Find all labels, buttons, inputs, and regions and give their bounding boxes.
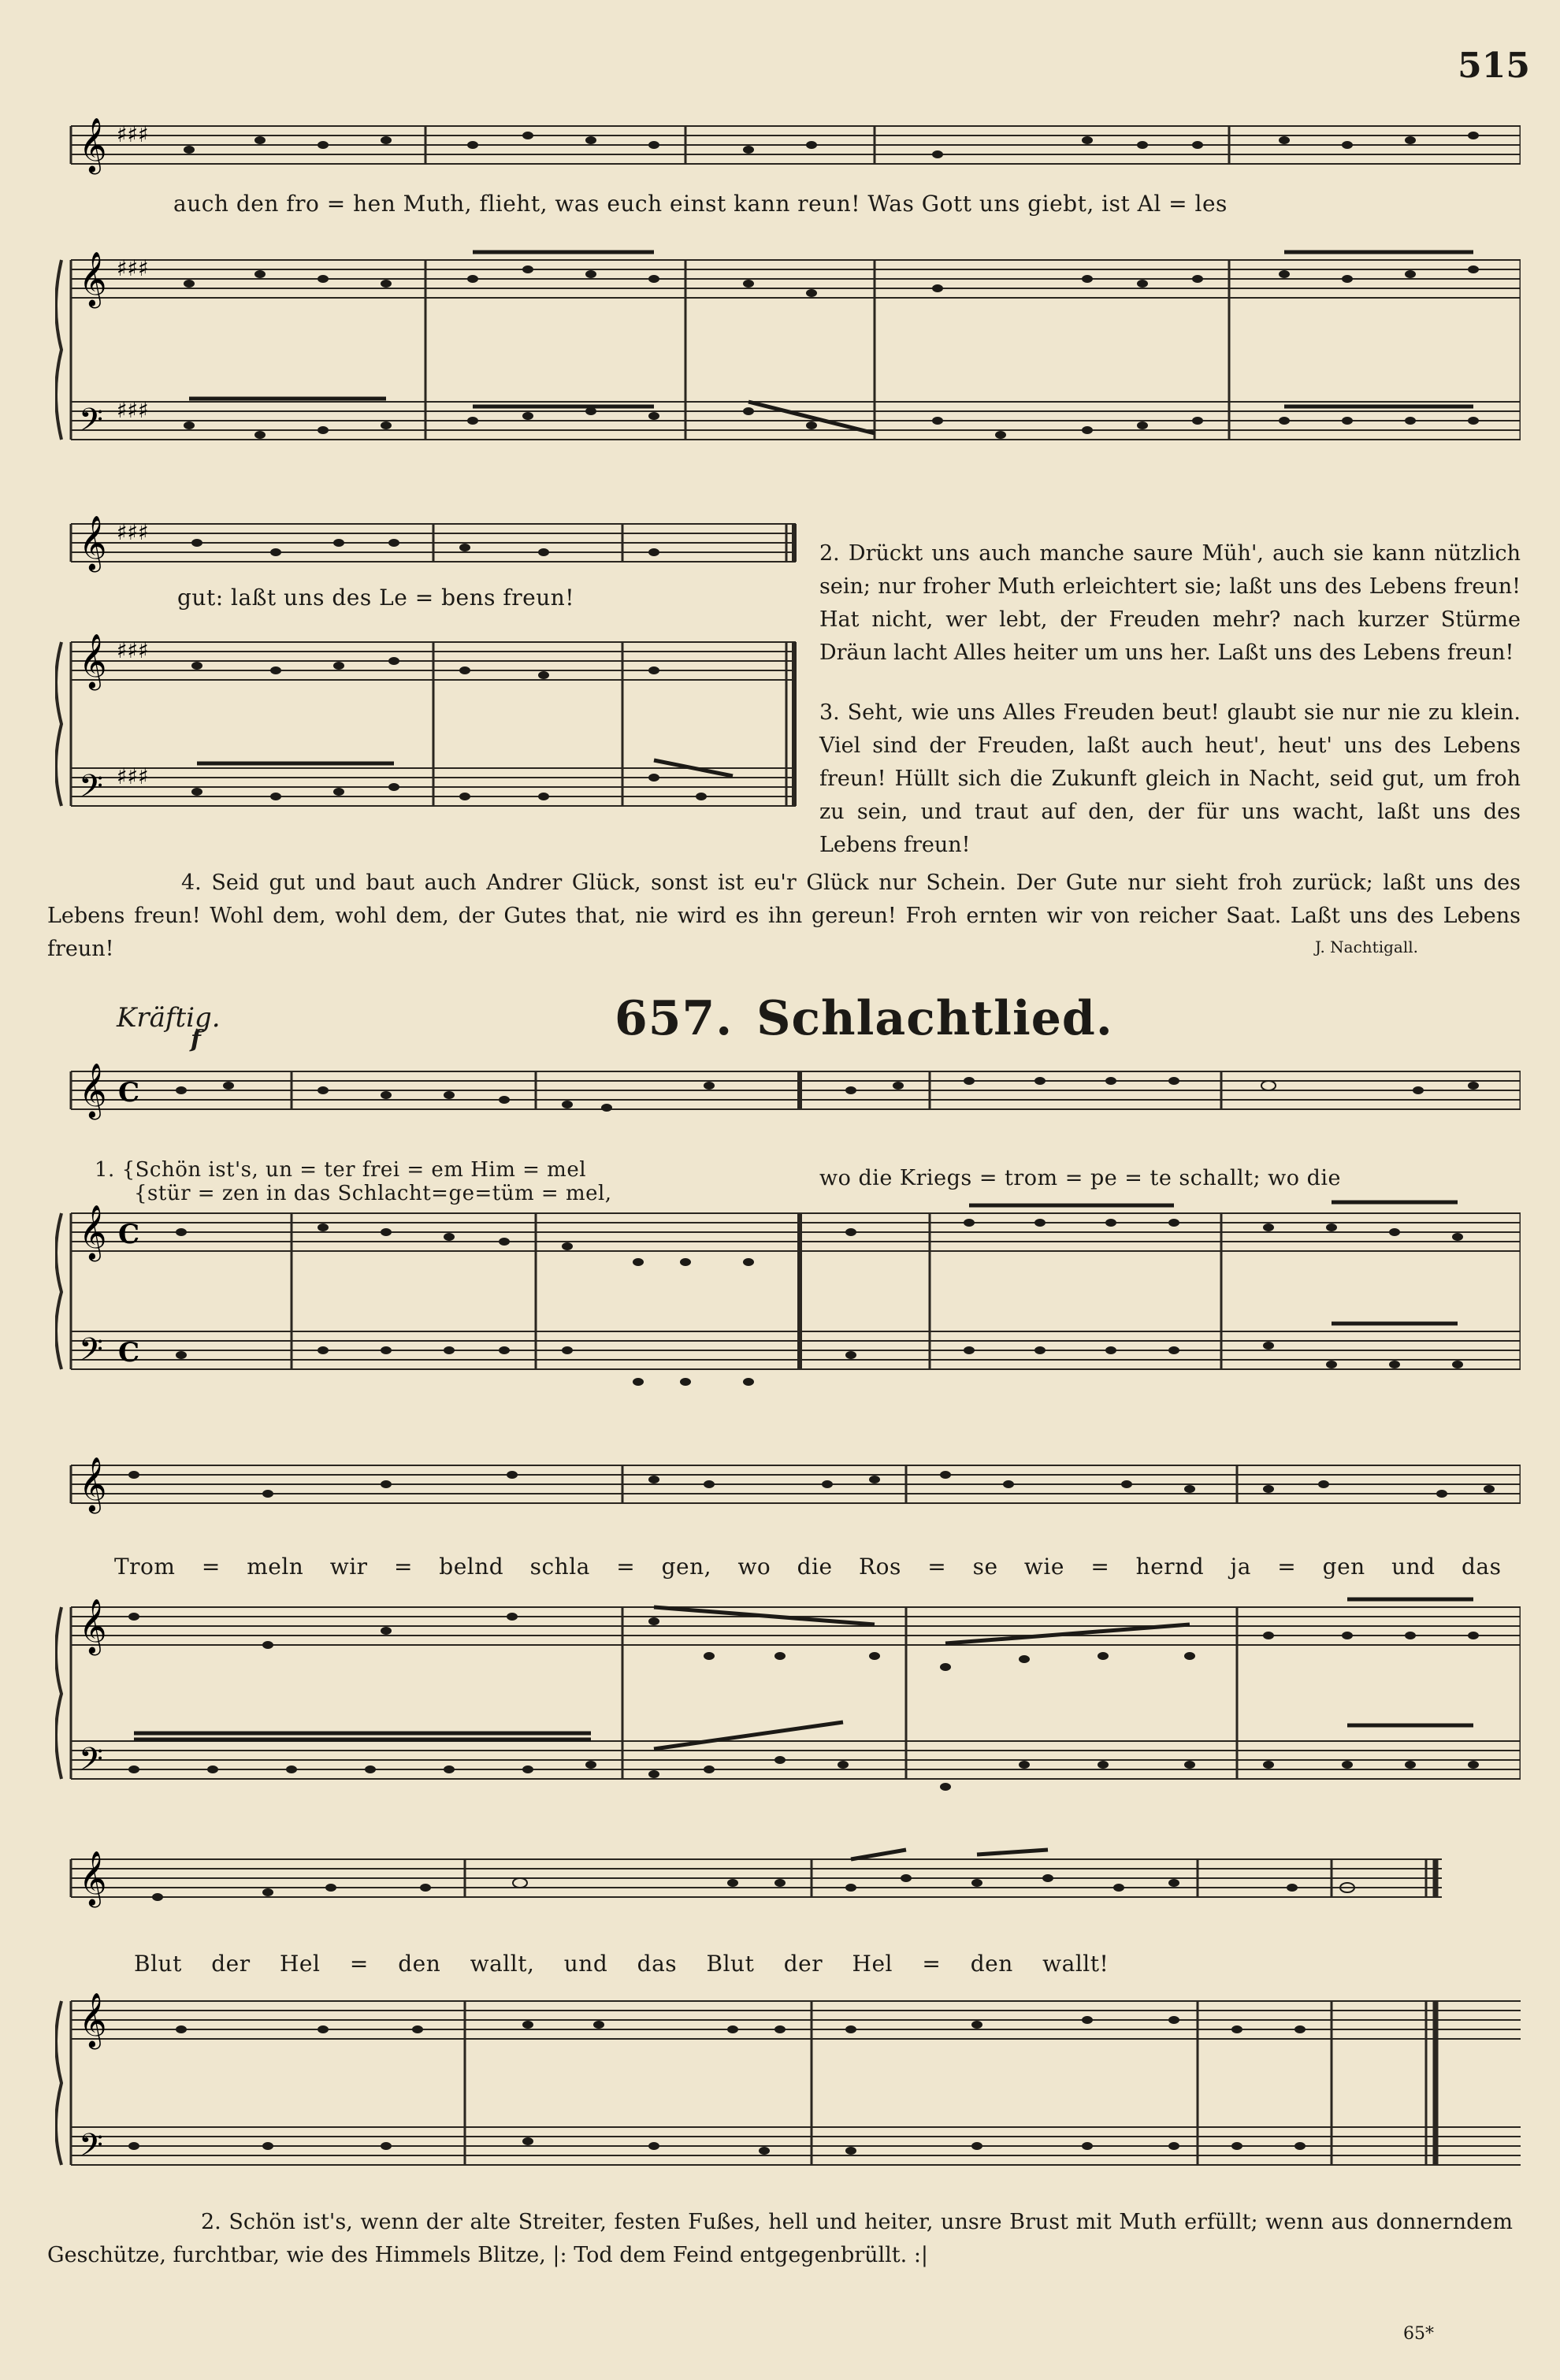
staff-upper — [71, 260, 1521, 298]
svg-text:𝄢: 𝄢 — [79, 1741, 103, 1785]
svg-text:♯♯♯: ♯♯♯ — [117, 519, 149, 545]
key-signature: ♯♯♯ — [117, 397, 149, 423]
lyrics-line: gut: laßt uns des Le = bens freun! — [177, 585, 575, 611]
treble-clef: 𝄞 — [79, 117, 107, 173]
svg-text:𝄞: 𝄞 — [79, 1063, 107, 1118]
hymn-title — [615, 991, 1113, 1046]
score-system-657-2 — [55, 1450, 1521, 1828]
time-signature-common: C — [118, 1077, 140, 1108]
hymn-number: 657. — [615, 991, 734, 1046]
score-system-657-3 — [55, 1843, 1521, 2222]
svg-text:𝄞: 𝄞 — [79, 1457, 107, 1512]
page-number: 515 — [1458, 46, 1530, 86]
brace — [56, 260, 61, 440]
verse-text: 3. Seht, wie uns Alles Freuden beut! glaubt sie nur nie zu klein. Viel sind der Freuden, laßt auch heut', heut' uns des Lebens freun! Hüllt sich die Zukunft gleich in Nacht, seid gut, um froh zu sein, und traut auf den, der für uns wacht, laßt uns des Lebens freun! — [819, 700, 1521, 857]
svg-text:𝄞: 𝄞 — [79, 515, 107, 570]
svg-text:𝄞: 𝄞 — [79, 1992, 107, 2048]
lyrics-line: auch den fro = hen Muth, flieht, was euch einst kann reun! Was Gott uns giebt, ist Al = les — [173, 191, 1228, 217]
lyrics-line: Blut der Hel = den wallt, und das Blut der Hel = den wallt! — [134, 1951, 1109, 1977]
hymn-name: Schlachtlied. — [756, 991, 1113, 1046]
note-heads — [184, 132, 1479, 439]
svg-text:𝄢: 𝄢 — [79, 768, 103, 812]
score-system-prev-1 — [55, 102, 1521, 496]
lyrics-verse1-line2: {stür = zen in das Schlacht=ge=tüm = mel, — [134, 1182, 612, 1205]
bass-clef: 𝄢 — [79, 402, 103, 446]
svg-text:C: C — [118, 1337, 140, 1368]
score-system-prev-2 — [55, 508, 804, 847]
svg-text:C: C — [118, 1219, 140, 1250]
lyrics-verse1-line1: 1. {Schön ist's, un = ter frei = em Him = mel — [95, 1158, 587, 1182]
verse-text: 2. Schön ist's, wenn der alte Streiter, festen Fußes, hell und heiter, unsre Brust mit Muth erfüllt; wenn aus donnerndem Geschütze, furchtbar, wie des Himmels Blitze, |: Tod dem Feind entgegenbrüllt. :| — [47, 2210, 1513, 2267]
svg-text:𝄞: 𝄞 — [79, 1205, 107, 1260]
svg-text:♯♯♯: ♯♯♯ — [117, 637, 149, 663]
svg-text:♯♯♯: ♯♯♯ — [117, 763, 149, 789]
author-credit: J. Nachtigall. — [1315, 938, 1418, 956]
lyrics-line: Trom = meln wir = belnd schla = gen, wo die Ros = se wie = hernd ja = gen und das — [114, 1554, 1502, 1580]
lyrics-verse1-cont: wo die Kriegs = trom = pe = te schallt; wo die — [819, 1166, 1342, 1190]
svg-text:𝄞: 𝄞 — [79, 1598, 107, 1654]
treble-clef: 𝄞 — [79, 251, 107, 306]
verse-text: 2. Drückt uns auch manche saure Müh', auch sie kann nützlich sein; nur froher Muth erleichtert sie; laßt uns des Lebens freun! Hat nicht, wer lebt, der Freuden mehr? nach kurzer Stürme Dräun lacht Alles heiter um uns her. Laßt uns des Lebens freun! — [819, 541, 1521, 665]
key-signature: ♯♯♯ — [117, 121, 149, 147]
verse-text: 4. Seid gut und baut auch Andrer Glück, sonst ist eu'r Glück nur Schein. Der Gute nur sieht froh zurück; laßt uns des Lebens freun! Wohl dem, wohl dem, der Gutes that, nie wird es ihn gereun! Froh ernten wir von reicher Saat. Laßt uns des Lebens freun! — [47, 871, 1521, 961]
signature-mark: 65* — [1403, 2324, 1434, 2344]
key-signature: ♯♯♯ — [117, 255, 149, 281]
staff-melody — [71, 126, 1521, 164]
svg-text:𝄢: 𝄢 — [79, 2127, 103, 2171]
score-system-657-1 — [55, 1056, 1521, 1402]
svg-text:𝄞: 𝄞 — [79, 633, 107, 689]
svg-text:𝄞: 𝄞 — [79, 1851, 107, 1906]
svg-text:𝄢: 𝄢 — [79, 1331, 103, 1376]
dynamic-marking: f — [191, 1026, 201, 1053]
tempo-marking: Kräftig. — [117, 1002, 221, 1034]
